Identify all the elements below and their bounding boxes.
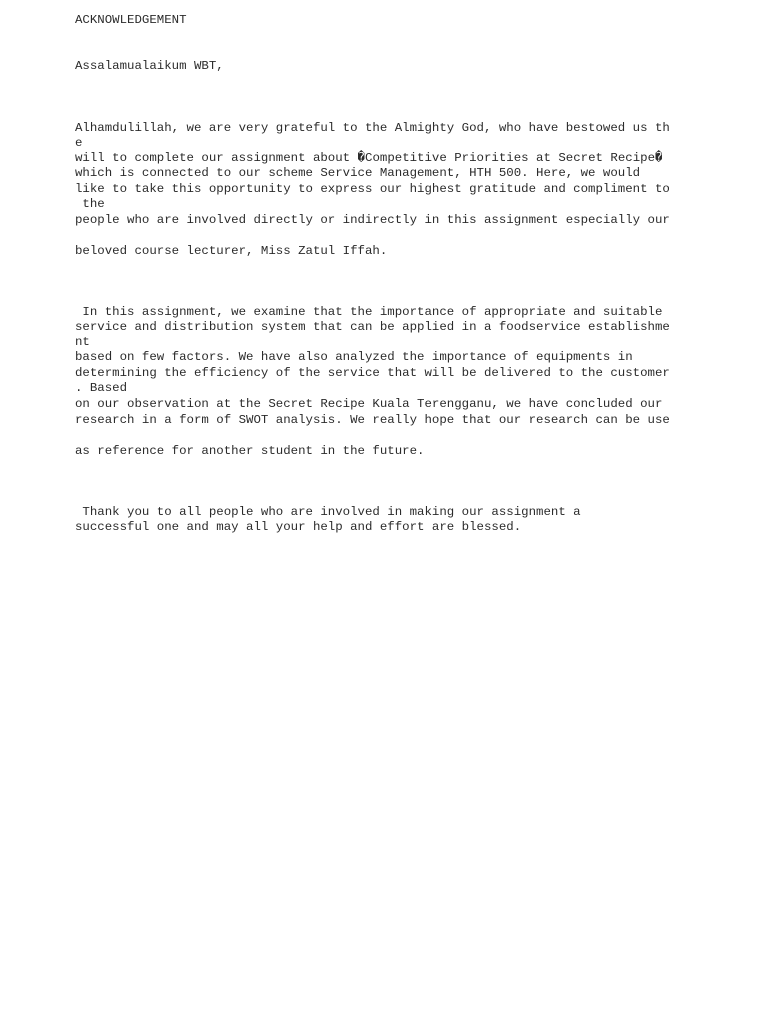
text-line: beloved course lecturer, Miss Zatul Iffah.	[75, 244, 388, 258]
text-line: In this assignment, we examine that the importance of appropriate and suitable	[75, 305, 663, 319]
text-line: e	[75, 136, 83, 150]
text-line: like to take this opportunity to express our highest gratitude and compliment to	[75, 182, 670, 196]
greeting-line: Assalamualaikum WBT,	[75, 59, 224, 73]
text-line: Thank you to all people who are involved in making our assignment a	[75, 505, 581, 519]
text-line: determining the efficiency of the service that will be delivered to the customer	[75, 366, 670, 380]
text-line: based on few factors. We have also analyzed the importance of equipments in	[75, 350, 633, 364]
text-line: which is connected to our scheme Service Management, HTH 500. Here, we would	[75, 166, 641, 180]
text-line: on our observation at the Secret Recipe Kuala Terengganu, we have concluded our	[75, 397, 663, 411]
text-line: service and distribution system that can be applied in a foodservice establishme	[75, 320, 670, 334]
text-line: as reference for another student in the future.	[75, 444, 425, 458]
text-line: research in a form of SWOT analysis. We really hope that our research can be use	[75, 413, 670, 427]
text-line: the	[75, 197, 105, 211]
text-line: nt	[75, 335, 90, 349]
text-line: successful one and may all your help and effort are blessed.	[75, 520, 522, 534]
text-line: people who are involved directly or indirectly in this assignment especially our	[75, 213, 670, 227]
document-heading: ACKNOWLEDGEMENT	[75, 13, 187, 27]
text-line: Alhamdulillah, we are very grateful to the Almighty God, who have bestowed us th	[75, 121, 670, 135]
text-line: . Based	[75, 381, 128, 395]
text-line: will to complete our assignment about �Competitive Priorities at Secret Recipe�	[75, 151, 663, 165]
